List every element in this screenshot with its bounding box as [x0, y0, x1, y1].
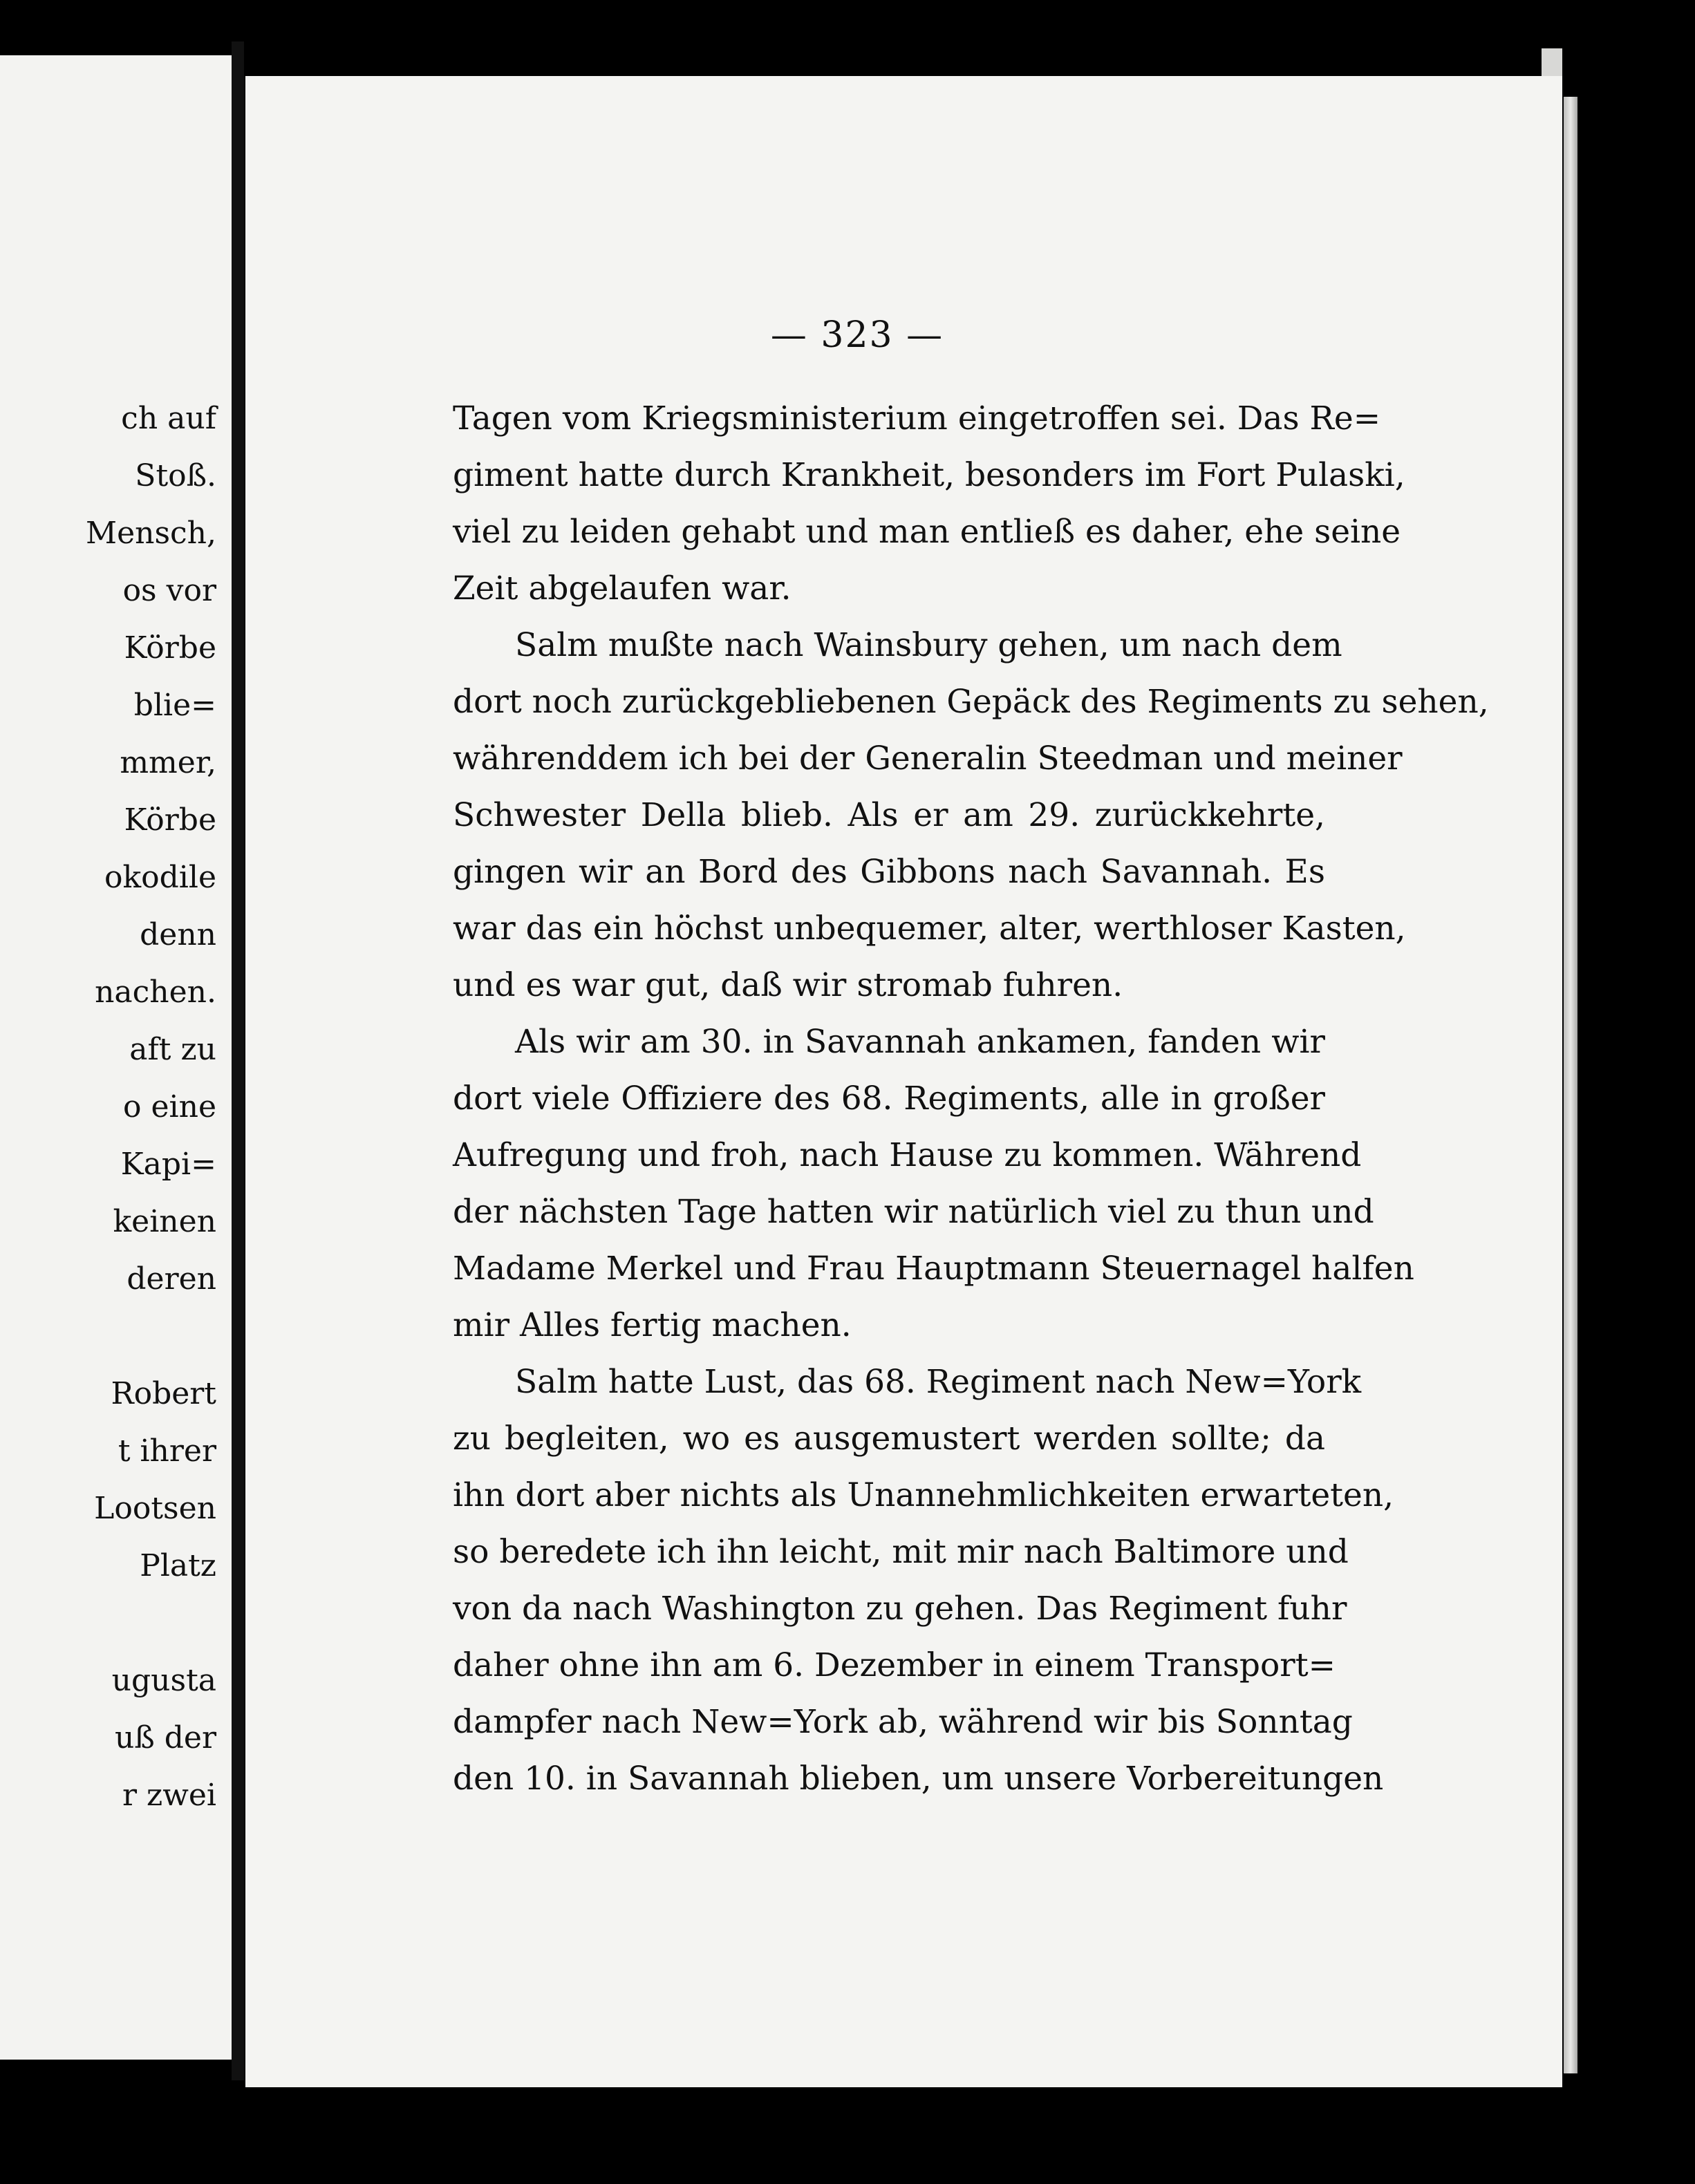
text-line: Salm hatte Lust, das 68. Regiment nach New=York [515, 1363, 1362, 1401]
text-line: dampfer nach New=York ab, während wir bis Sonntag [453, 1703, 1353, 1741]
page-number: — 323 — [770, 314, 944, 356]
text-line: giment hatte durch Krankheit, besonders im Fort Pulaski, [453, 456, 1405, 494]
page-corner [1542, 48, 1562, 76]
text-line: Tagen vom Kriegsministerium eingetroffen sei. Das Re= [453, 399, 1381, 437]
text-line: den 10. in Savannah blieben, um unsere Vorbereitungen [453, 1760, 1384, 1798]
text-line: Aufregung und froh, nach Hause zu kommen. Während [453, 1136, 1362, 1174]
paragraph [453, 390, 1405, 617]
left-fragment: mmer, [120, 745, 216, 780]
paragraph [453, 1354, 1394, 1807]
left-fragment: uß der [115, 1720, 216, 1755]
left-fragment: keinen [113, 1204, 216, 1239]
text-line: Madame Merkel und Frau Hauptmann Steuernagel halfen [453, 1250, 1414, 1288]
book-spine [232, 41, 244, 2080]
text-line: der nächsten Tage hatten wir natürlich viel zu thun und [453, 1193, 1374, 1231]
text-line: Salm mußte nach Wainsbury gehen, um nach dem [515, 626, 1342, 664]
left-fragment: blie= [133, 688, 216, 723]
left-fragment: Stoß. [135, 458, 216, 493]
left-fragment: deren [127, 1261, 216, 1297]
text-line: viel zu leiden gehabt und man entließ es daher, ehe seine [453, 513, 1401, 551]
left-fragment: ch auf [121, 401, 216, 436]
left-fragment: os vor [122, 573, 216, 608]
left-fragment: okodile [104, 860, 216, 895]
text-line: mir Alles fertig machen. [453, 1306, 852, 1344]
text-line: Schwester Della blieb. Als er am 29. zurückkehrte, [453, 796, 1325, 834]
text-line: daher ohne ihn am 6. Dezember in einem Transport= [453, 1646, 1336, 1684]
left-fragment: Robert [111, 1376, 216, 1411]
text-line: Als wir am 30. in Savannah ankamen, fanden wir [515, 1023, 1325, 1061]
text-line: zu begleiten, wo es ausgemustert werden sollte; da [453, 1420, 1325, 1458]
text-line: Zeit abgelaufen war. [453, 569, 792, 608]
text-line: gingen wir an Bord des Gibbons nach Savannah. Es [453, 853, 1325, 891]
page-edge [1564, 97, 1577, 2073]
text-line: von da nach Washington zu gehen. Das Regiment fuhr [453, 1590, 1347, 1628]
left-fragment: denn [140, 917, 216, 952]
text-line: war das ein höchst unbequemer, alter, werthloser Kasten, [453, 910, 1406, 948]
left-fragment: r zwei [122, 1778, 216, 1813]
left-fragment: aft zu [129, 1032, 216, 1067]
left-fragment: Mensch, [86, 516, 216, 551]
body-text [453, 390, 1489, 1807]
left-page [0, 55, 232, 2060]
left-fragment: Körbe [124, 802, 216, 838]
left-fragment: Körbe [124, 630, 216, 666]
left-fragment: Platz [140, 1548, 216, 1583]
left-fragment: t ihrer [118, 1433, 216, 1469]
text-line: ihn dort aber nichts als Unannehmlichkeiten erwarteten, [453, 1476, 1394, 1514]
text-line: so beredete ich ihn leicht, mit mir nach Baltimore und [453, 1533, 1349, 1571]
paragraph [453, 1014, 1414, 1354]
text-line: und es war gut, daß wir stromab fuhren. [453, 966, 1123, 1004]
left-fragment: ugusta [111, 1663, 216, 1698]
text-line: währenddem ich bei der Generalin Steedman und meiner [453, 740, 1403, 778]
text-line: dort noch zurückgebliebenen Gepäck des Regiments zu sehen, [453, 683, 1489, 721]
text-line: dort viele Offiziere des 68. Regiments, alle in großer [453, 1080, 1325, 1118]
paragraph [453, 617, 1489, 1014]
left-fragment: Kapi= [120, 1147, 216, 1182]
left-fragment: o eine [123, 1089, 216, 1124]
left-fragment: Lootsen [94, 1491, 216, 1526]
left-fragment: nachen. [95, 975, 216, 1010]
